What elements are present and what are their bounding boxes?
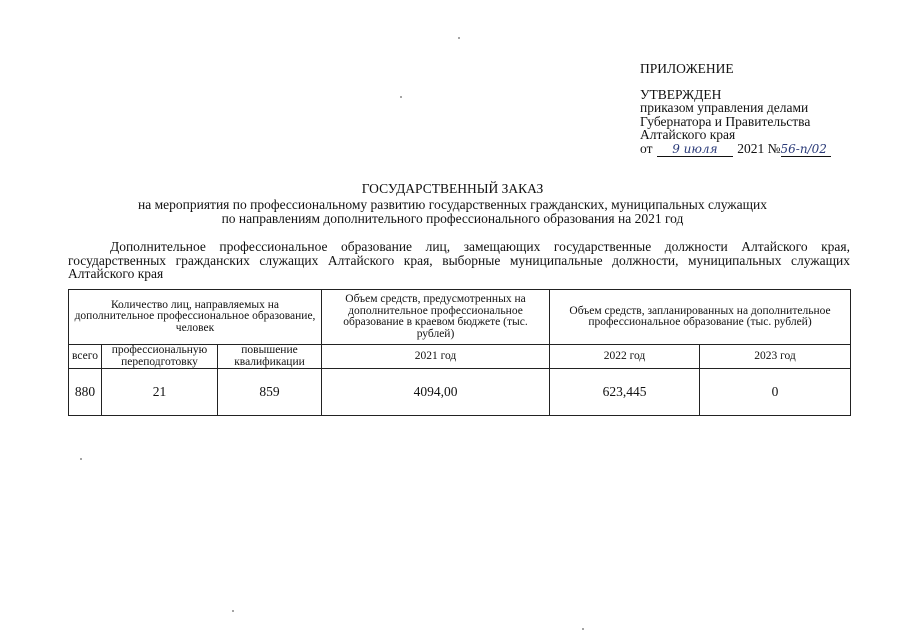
cell-2021: 4094,00 xyxy=(322,369,550,416)
subheader-retraining: профессиональную переподготовку xyxy=(102,345,218,369)
subheader-qualification: повышение квалификации xyxy=(218,345,322,369)
appendix-label: ПРИЛОЖЕНИЕ xyxy=(640,61,734,76)
date-year: 2021 xyxy=(737,140,765,156)
header-budget: Объем средств, предусмотренных на дополнительное профессиональное образование в краевом бюджете (тыс. рублей) xyxy=(322,290,550,345)
subtitle-line-1: на мероприятия по профессиональному развитию государственных гражданских, муниципальных служащих xyxy=(138,197,767,212)
cell-retraining: 21 xyxy=(102,369,218,416)
intro-paragraph: Дополнительное профессиональное образование лиц, замещающих государственные должности Алтайского края, государственных гражданских служащих Алтайского края, выборные муниципальные должности, муниципальных служащих Алтайского края xyxy=(68,239,850,281)
header-planned: Объем средств, запланированных на дополнительное профессиональное образование (тыс. рублей) xyxy=(550,290,851,345)
scan-speck xyxy=(458,37,460,39)
state-order-table xyxy=(68,289,851,416)
approved-label: УТВЕРЖДЕН xyxy=(640,86,722,102)
subheader-2021: 2021 год xyxy=(322,345,550,369)
document-title: ГОСУДАРСТВЕННЫЙ ЗАКАЗ xyxy=(361,181,544,196)
cell-total: 880 xyxy=(69,369,102,416)
approval-date-line xyxy=(640,142,831,157)
approval-line-3: Алтайского края xyxy=(640,127,736,142)
handwritten-date: 9 июля xyxy=(657,143,733,157)
scan-speck xyxy=(400,96,402,98)
document-subtitle xyxy=(0,198,905,225)
approval-line-2: Губернатора и Правительства xyxy=(640,113,811,129)
date-prefix: от xyxy=(640,140,653,156)
subheader-total: всего xyxy=(69,345,102,369)
subtitle-line-2: по направлениям дополнительного профессионального образования на 2021 год xyxy=(221,210,684,226)
approval-block xyxy=(640,62,831,157)
cell-2023: 0 xyxy=(700,369,851,416)
scan-speck xyxy=(80,458,82,460)
subheader-2023: 2023 год xyxy=(700,345,851,369)
scan-speck xyxy=(232,610,234,612)
approval-line-1: приказом управления делами xyxy=(640,100,809,115)
table-row xyxy=(69,369,851,416)
subheader-2022: 2022 год xyxy=(550,345,700,369)
cell-qualification: 859 xyxy=(218,369,322,416)
scan-speck xyxy=(582,628,584,630)
number-prefix: № xyxy=(767,140,781,156)
header-people-count: Количество лиц, направляемых на дополнительное профессиональное образование, человек xyxy=(69,290,322,345)
cell-2022: 623,445 xyxy=(550,369,700,416)
handwritten-number: 56-п/02 xyxy=(781,143,831,157)
